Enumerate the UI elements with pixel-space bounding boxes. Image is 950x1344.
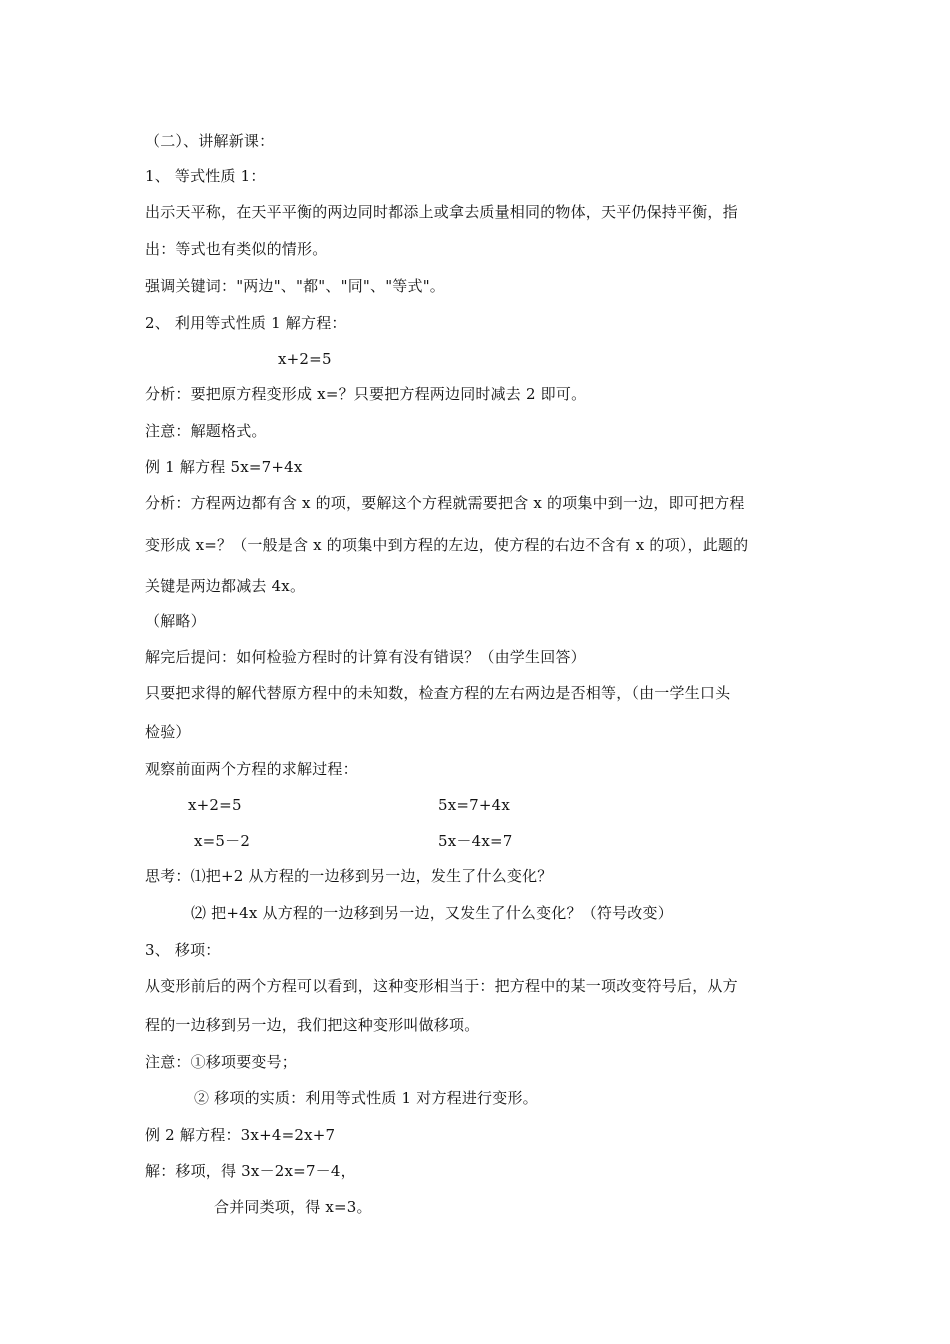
paragraph-line: 注意：①移项要变号； [145,1053,298,1071]
paragraph-line: 注意：解题格式。 [145,422,267,440]
equation-right: 5x－4x=7 [438,832,513,850]
paragraph-line: 从变形前后的两个方程可以看到，这种变形相当于：把方程中的某一项改变符号后，从方 [145,977,738,995]
item-heading-1: 1、 等式性质 1： [145,167,266,185]
paragraph-line: 出：等式也有类似的情形。 [145,240,328,258]
paragraph-line: 观察前面两个方程的求解过程： [145,760,358,778]
equation: x+2=5 [278,350,332,368]
question-line: 思考：⑴把+2 从方程的一边移到另一边，发生了什么变化？ [145,867,553,885]
paragraph-line: ② 移项的实质：利用等式性质 1 对方程进行变形。 [194,1089,538,1107]
paragraph-line: 程的一边移到另一边，我们把这种变形叫做移项。 [145,1016,480,1034]
paragraph-line: 只要把求得的解代替原方程中的未知数，检查方程的左右两边是否相等，（由一学生口头 [145,684,731,702]
solution-line: 解：移项，得 3x－2x=7－4， [145,1162,356,1180]
example-heading-1: 例 1 解方程 5x=7+4x [145,458,303,476]
equation-left: x+2=5 [188,796,242,814]
paragraph-line: 分析：方程两边都有含 x 的项，要解这个方程就需要把含 x 的项集中到一边，即可把方程 [145,494,745,512]
paragraph-line: 强调关键词："两边"、"都"、"同"、"等式"。 [145,277,445,295]
section-heading: （二）、讲解新课： [145,132,275,150]
item-heading-3: 3、 移项： [145,941,221,959]
paragraph-line: 解完后提问：如何检验方程时的计算有没有错误？（由学生回答） [145,648,586,666]
solution-line: 合并同类项，得 x=3。 [214,1198,372,1216]
example-heading-2: 例 2 解方程：3x+4=2x+7 [145,1126,336,1144]
item-heading-2: 2、 利用等式性质 1 解方程： [145,314,347,332]
equation-right: 5x=7+4x [438,796,511,814]
paragraph-line: 检验） [145,723,191,741]
paragraph-line: 变形成 x=？（一般是含 x 的项集中到方程的左边，使方程的右边不含有 x 的项），此题的 [145,536,749,554]
question-line: ⑵ 把+4x 从方程的一边移到另一边，又发生了什么变化？（符号改变） [191,904,673,922]
paragraph-line: 出示天平称，在天平平衡的两边同时都添上或拿去质量相同的物体，天平仍保持平衡，指 [145,203,738,221]
paragraph-line: 分析：要把原方程变形成 x=？只要把方程两边同时减去 2 即可。 [145,385,587,403]
paragraph-line: （解略） [145,612,206,630]
equation-left: x=5－2 [194,832,251,850]
paragraph-line: 关键是两边都减去 4x。 [145,577,306,595]
